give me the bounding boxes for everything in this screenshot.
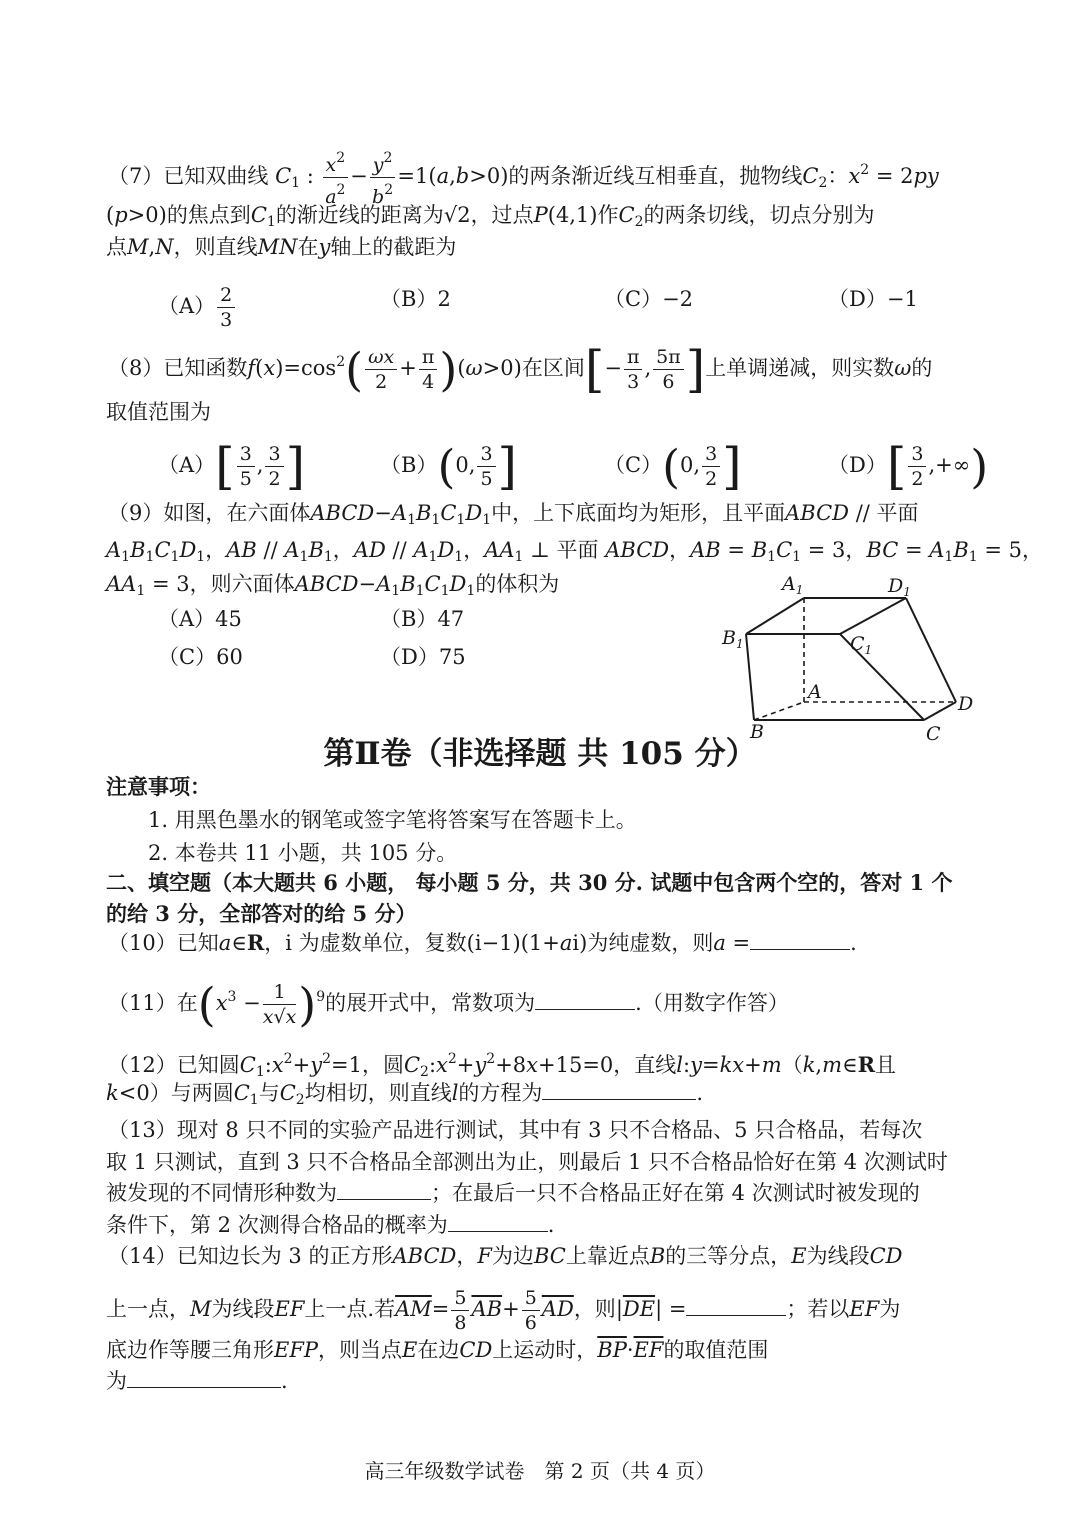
- q7-line1: （7）已知双曲线 $C_1$ : $\frac{x^2}{a^2}$ − $\frac{y^2}{b^2}$ =1(a,b>0)的两条渐近线互相垂直，抛物线$C_2$：$x^2 = 2py$: [108, 146, 939, 209]
- label-d1: $D_1$: [888, 575, 911, 599]
- note-1: 1. 用黑色墨水的钢笔或签字笔将答案写在答题卡上。: [148, 808, 637, 832]
- q14-line4: 为 .: [106, 1369, 288, 1393]
- q7-option-a: （A） $\frac{2}{3}$: [158, 283, 237, 332]
- q12-line2: k<0）与两圆$C_1$与$C_2$均相切，则直线l的方程为 .: [106, 1081, 704, 1108]
- label-c: C: [926, 723, 941, 745]
- q7-option-c: （C）−2: [604, 287, 694, 311]
- q11-answer-blank[interactable]: [535, 989, 635, 1010]
- label-a1: $A_1$: [782, 573, 804, 597]
- q12-line1: （12）已知圆$C_1:x^2+y^2=1$，圆$C_2:x^2+y^2+8x+15=0$，直线l:y=kx+m（k,m∈R且: [108, 1051, 897, 1080]
- q13-line3: 被发现的不同情形种数为 ；在最后一只不合格品正好在第 4 次测试时被发现的: [106, 1181, 920, 1205]
- q11-line: （11）在($x^3$ − $\frac{1}{x√x}$ )$^9$的展开式中，常数项为 .（用数字作答）: [108, 977, 789, 1032]
- q14-answer-blank-1[interactable]: [686, 1295, 786, 1316]
- q14-line2: 上一点，M为线段EF上一点.若$\overline{AM}=$ $\frac{5}{8}$ $\overline{AB}+$ $\frac{5}{6}$ $\overline{AD}$，则$|\overline{DE}|$ = ；若以EF为: [106, 1287, 901, 1334]
- label-d: D: [958, 693, 974, 715]
- q10-line: （10）已知a∈R，i 为虚数单位，复数(i−1)(1+ai)为纯虚数，则a = .: [108, 930, 857, 955]
- part2-title: 第Ⅱ卷（非选择题 共 105 分）: [323, 736, 757, 772]
- edge-b1-b: [746, 634, 754, 720]
- q7-line3: 点M,N，则直线MN在y轴上的截距为: [106, 235, 457, 259]
- q14-line1: （14）已知边长为 3 的正方形ABCD，F为边BC上靠近点B的三等分点，E为线段CD: [108, 1244, 903, 1268]
- label-c1: $C_1$: [850, 633, 873, 657]
- q9-option-d: （D）75: [380, 645, 466, 669]
- q13-line4: 条件下，第 2 次测得合格品的概率为 .: [106, 1213, 555, 1237]
- q8-option-b: （B）(0, $\frac{3}{5}$ ]: [380, 437, 518, 496]
- edge-d1-d: [906, 598, 956, 702]
- q13-answer-blank-2[interactable]: [448, 1211, 548, 1232]
- edge-c1-d1: [840, 598, 906, 634]
- label-b: B: [750, 721, 764, 743]
- section-heading-line2: 的给 3 分，全部答对的给 5 分）: [106, 901, 417, 926]
- q13-line2: 取 1 只测试，直到 3 只不合格品全部测出为止，则最后 1 只不合格品恰好在第 4 次测试时: [106, 1150, 948, 1174]
- q8-option-c: （C）(0, $\frac{3}{2}$ ]: [604, 437, 742, 496]
- section-heading-line1: 二、填空题（本大题共 6 小题， 每小题 5 分，共 30 分. 试题中包含两个空的，答对 1 个: [106, 870, 953, 895]
- q9-option-b: （B）47: [380, 607, 465, 631]
- hexahedron-figure: [716, 572, 986, 748]
- q9-line3: $AA_1 = 3$，则六面体$ABCD-A_1B_1C_1D_1$的体积为: [106, 572, 560, 599]
- label-a: A: [808, 681, 822, 703]
- q12-answer-blank[interactable]: [542, 1079, 696, 1100]
- q10-answer-blank[interactable]: [750, 929, 850, 950]
- q13-answer-blank-1[interactable]: [337, 1179, 431, 1200]
- q7-line2: (p>0)的焦点到$C_1$的渐近线的距离为√2，过点P(4,1)作$C_2$的两条切线，切点分别为: [106, 203, 875, 230]
- q9-option-a: （A）45: [158, 607, 242, 631]
- q9-line2: $A_1B_1C_1D_1$，AB // $A_1B_1$，AD // $A_1D_1$，$AA_1$ ⊥ 平面 ABCD，AB = $B_1C_1 = 3$，BC = $A_1B_1 = 5$，: [106, 538, 1043, 565]
- q8-line1: （8）已知函数$f(x)=\cos^2$( $\frac{\omega x}{2}$ + $\frac{\pi}{4}$ )(ω>0)在区间[− $\frac{\pi}{3}$ , $\frac{5\pi}{6}$ ]上单调递减，则实数ω的: [108, 340, 933, 399]
- q14-line3: 底边作等腰三角形EFP，则当点E在边CD上运动时，$\overline{BP}\cdot\overline{EF}$的取值范围: [106, 1338, 769, 1362]
- edge-c-d: [924, 702, 956, 720]
- edge-b-a: [754, 702, 804, 720]
- q9-option-c: （C）60: [158, 645, 243, 669]
- q8-line2: 取值范围为: [106, 400, 211, 424]
- q8-option-d: （D）[ $\frac{3}{2}$ ,+∞): [828, 437, 989, 496]
- page-footer: 高三年级数学试卷 第 2 页（共 4 页）: [364, 1459, 716, 1483]
- q14-answer-blank-2[interactable]: [127, 1367, 281, 1388]
- edge-b1-a1: [746, 598, 804, 634]
- q9-line1: （9）如图，在六面体$ABCD-A_1B_1C_1D_1$中，上下底面均为矩形，且平面ABCD // 平面: [108, 501, 919, 528]
- q7-option-b: （B）2: [380, 287, 451, 311]
- q8-option-a: （A）[ $\frac{3}{5}$ , $\frac{3}{2}$ ]: [158, 437, 306, 496]
- note-2: 2. 本卷共 11 小题，共 105 分。: [148, 841, 458, 865]
- label-b1: $B_1$: [722, 627, 744, 651]
- notes-title: 注意事项：: [106, 774, 211, 799]
- q13-line1: （13）现对 8 只不同的实验产品进行测试，其中有 3 只不合格品、5 只合格品，若每次: [108, 1118, 923, 1142]
- q7-option-d: （D）−1: [828, 287, 918, 311]
